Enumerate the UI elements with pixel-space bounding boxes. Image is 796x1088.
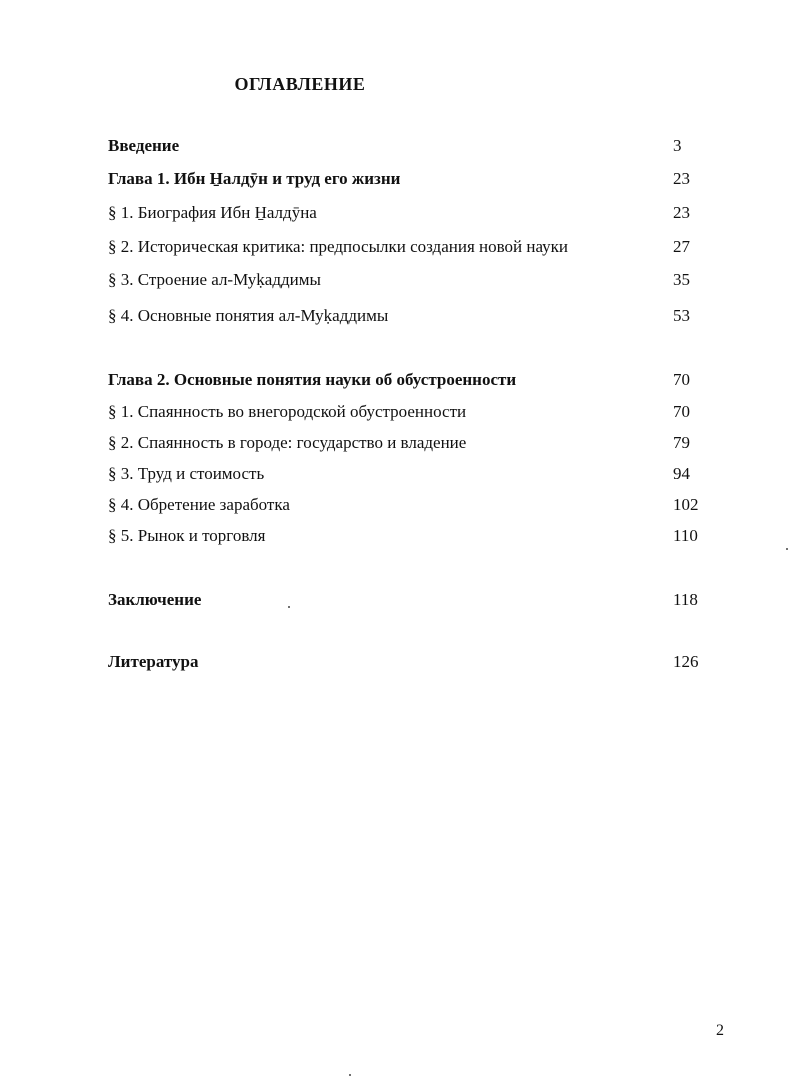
toc-entry-label: § 2. Спаянность в городе: государство и владение: [108, 433, 467, 452]
toc-entry-chapter-1[interactable]: [108, 168, 708, 190]
toc-entry-label: Литература: [108, 652, 199, 671]
toc-entry-label: § 5. Рынок и торговля: [108, 526, 266, 545]
toc-entry-page: 27: [673, 237, 690, 256]
toc-entry-page: 23: [673, 169, 690, 188]
page-number: 2: [716, 1022, 724, 1039]
toc-entry-ch1-section-3[interactable]: [108, 269, 708, 291]
toc-entry-label: Глава 1. Ибн H̱алдӯн и труд его жизни: [108, 169, 401, 188]
toc-entry-ch2-section-4[interactable]: [108, 494, 708, 516]
toc-entry-page: 53: [673, 306, 690, 325]
toc-entry-ch2-section-1[interactable]: [108, 401, 708, 423]
toc-entry-page: 94: [673, 464, 690, 483]
toc-entry-conclusion[interactable]: [108, 589, 708, 611]
toc-entry-ch1-section-1[interactable]: [108, 202, 708, 224]
scan-speck: [288, 606, 290, 608]
toc-entry-page: 35: [673, 270, 690, 289]
scan-speck: [349, 1074, 351, 1076]
toc-entry-ch1-section-2[interactable]: [108, 236, 708, 258]
toc-entry-label: § 4. Основные понятия ал-Муḳаддимы: [108, 306, 389, 325]
toc-entry-page: 23: [673, 203, 690, 222]
toc-entry-page: 102: [673, 495, 699, 514]
toc-entry-ch1-section-4[interactable]: [108, 305, 708, 327]
toc-entry-ch2-section-3[interactable]: [108, 463, 708, 485]
toc-entry-label: Глава 2. Основные понятия науки об обустроенности: [108, 370, 517, 389]
toc-entry-label: § 1. Спаянность во внегородской обустроенности: [108, 402, 467, 421]
toc-entry-label: Введение: [108, 136, 180, 155]
toc-entry-label: Заключение: [108, 590, 202, 609]
toc-entry-page: 118: [673, 590, 698, 609]
toc-entry-introduction[interactable]: [108, 135, 708, 157]
scan-speck: [786, 548, 788, 550]
toc-entry-ch2-section-5[interactable]: [108, 525, 708, 547]
page-title: ОГЛАВЛЕНИЕ: [234, 74, 366, 94]
toc-entry-page: 3: [673, 136, 682, 155]
toc-entry-page: 110: [673, 526, 698, 545]
toc-entry-chapter-2[interactable]: [108, 369, 708, 391]
toc-entry-label: § 4. Обретение заработка: [108, 495, 290, 514]
toc-entry-page: 70: [673, 402, 690, 421]
toc-entry-label: § 2. Историческая критика: предпосылки создания новой науки: [108, 237, 569, 256]
toc-entry-ch2-section-2[interactable]: [108, 432, 708, 454]
toc-entry-label: § 3. Труд и стоимость: [108, 464, 265, 483]
toc-entry-page: 126: [673, 652, 699, 671]
toc-entry-page: 70: [673, 370, 690, 389]
toc-entry-page: 79: [673, 433, 690, 452]
toc-entry-label: § 1. Биография Ибн H̱алдӯна: [108, 203, 317, 222]
toc-entry-literature[interactable]: [108, 651, 708, 673]
toc-entry-label: § 3. Строение ал-Муḳаддимы: [108, 270, 321, 289]
